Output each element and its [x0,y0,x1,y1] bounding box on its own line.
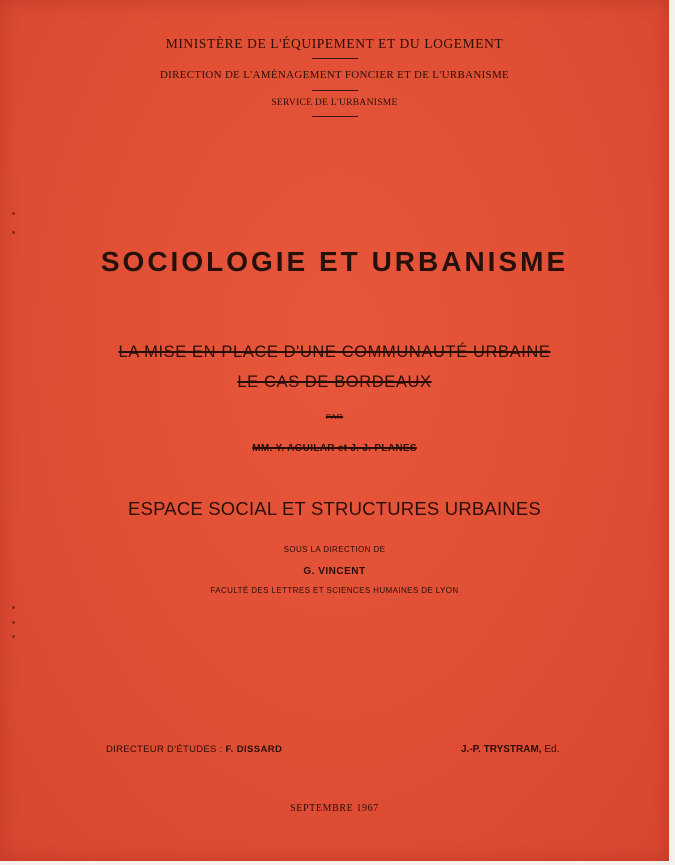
header-divider [312,58,358,59]
main-title: SOCIOLOGIE ET URBANISME [100,246,569,277]
header-divider [312,90,358,91]
service-heading: SERVICE DE L'URBANISME [271,98,398,108]
struck-subtitle-line-1: LA MISE EN PLACE D'UNE COMMUNAUTÉ URBAINE [118,343,551,361]
binding-hole [12,621,15,624]
binding-hole [12,606,15,609]
binding-hole [12,212,15,215]
struck-par-label: PAR [325,412,344,421]
director-name: G. VINCENT [303,566,366,577]
struck-subtitle-line-2: LE CAS DE BORDEAUX [237,373,432,391]
ministry-heading: MINISTÈRE DE L'ÉQUIPEMENT ET DU LOGEMENT [165,36,504,51]
struck-authors: MM. Y. AGUILAR et J. J. PLANES [252,443,417,454]
editor-suffix: Ed. [544,744,560,755]
direction-label: SOUS LA DIRECTION DE [283,545,386,554]
study-director [106,744,282,755]
header-divider [312,116,358,117]
binding-hole [12,231,15,234]
publication-date: SEPTEMBRE 1967 [290,803,379,814]
director-affiliation: FACULTÉ DES LETTRES ET SCIENCES HUMAINES DE LYON [210,586,459,595]
editor [461,744,559,755]
replacement-subtitle: ESPACE SOCIAL ET STRUCTURES URBAINES [128,498,541,519]
study-director-name: F. DISSARD [225,744,283,755]
binding-hole [12,635,15,638]
study-director-label: DIRECTEUR D'ÉTUDES : [106,744,223,755]
editor-name: J.-P. TRYSTRAM, [461,744,542,755]
direction-heading: DIRECTION DE L'AMÉNAGEMENT FONCIER ET DE L'URBANISME [159,69,510,81]
